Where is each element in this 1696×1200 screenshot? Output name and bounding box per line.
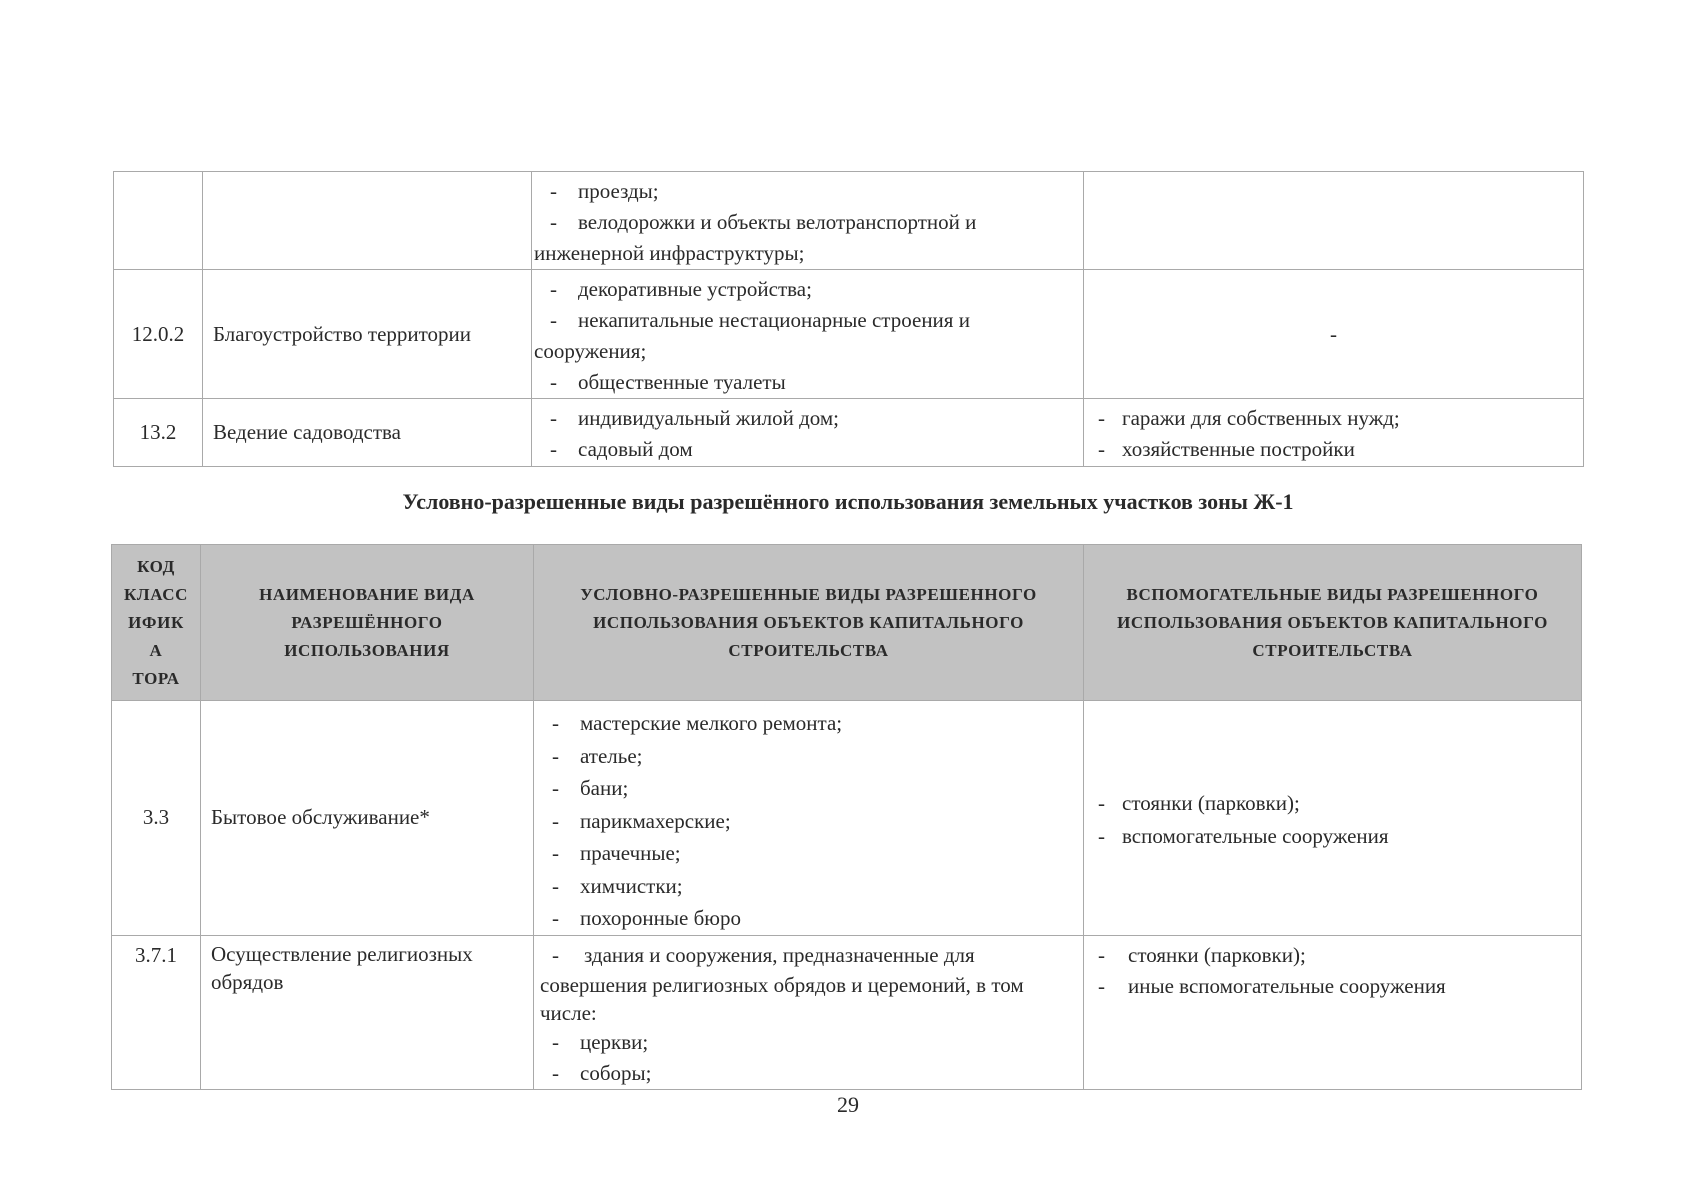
table-row: [112, 701, 1582, 936]
list-item-continued: совершения религиозных обрядов и церемоний, в том числе:: [540, 972, 1024, 1025]
list-item: - хозяйственные постройки: [1090, 434, 1577, 465]
uses-cell: [532, 172, 1084, 270]
list-item: - некапитальные нестационарные строения и: [534, 305, 1077, 336]
section-title: Условно-разрешенные виды разрешённого использования земельных участков зоны Ж-1: [402, 489, 1294, 514]
list-item: - химчистки;: [536, 870, 1077, 903]
name-cell: Осуществление религиозных обрядов: [201, 935, 534, 1089]
list-item: - гаражи для собственных нужд;: [1090, 403, 1577, 434]
list-item: - бани;: [536, 772, 1077, 805]
list-item: - велодорожки и объекты велотранспортной и: [534, 207, 1077, 238]
list-item: - здания и сооружения, предназначенные для: [536, 940, 1077, 971]
list-item: - общественные туалеты: [534, 367, 1077, 398]
list-item: - декоративные устройства;: [534, 274, 1077, 305]
header-name: НАИМЕНОВАНИЕ ВИДА РАЗРЕШЁННОГО ИСПОЛЬЗОВАНИЯ: [201, 545, 534, 701]
code-cell: [114, 172, 203, 270]
table-row: [114, 172, 1584, 270]
name-cell: Ведение садоводства: [203, 399, 532, 467]
list-item: - стоянки (парковки);: [1090, 940, 1575, 971]
header-conditional-uses: УСЛОВНО-РАЗРЕШЕННЫЕ ВИДЫ РАЗРЕШЕННОГО ИСПОЛЬЗОВАНИЯ ОБЪЕКТОВ КАПИТАЛЬНОГО СТРОИТЕЛЬСТВА: [534, 545, 1084, 701]
table-row: [112, 935, 1582, 1089]
list-item: - ателье;: [536, 740, 1077, 773]
list-item: - прачечные;: [536, 837, 1077, 870]
list-item: - иные вспомогательные сооружения: [1090, 971, 1575, 1002]
aux-cell: [1084, 701, 1582, 936]
code-cell: 3.7.1: [112, 935, 201, 1089]
name-cell: Бытовое обслуживание*: [201, 701, 534, 936]
aux-cell: [1084, 935, 1582, 1089]
uses-cell: [534, 701, 1084, 936]
list-item: - проезды;: [534, 176, 1077, 207]
table-row: [114, 270, 1584, 399]
header-auxiliary-uses: ВСПОМОГАТЕЛЬНЫЕ ВИДЫ РАЗРЕШЕННОГО ИСПОЛЬЗОВАНИЯ ОБЪЕКТОВ КАПИТАЛЬНОГО СТРОИТЕЛЬСТВА: [1084, 545, 1582, 701]
conditional-uses-table: [111, 544, 1582, 1090]
code-cell: 12.0.2: [114, 270, 203, 399]
list-item-continued: сооружения;: [534, 339, 647, 363]
name-cell: [203, 172, 532, 270]
list-item: - соборы;: [536, 1058, 1077, 1089]
uses-cell: [532, 270, 1084, 399]
code-cell: 3.3: [112, 701, 201, 936]
list-item: - стоянки (парковки);: [1090, 787, 1575, 820]
list-item-continued: инженерной инфраструктуры;: [534, 241, 805, 265]
table-header-row: [112, 545, 1582, 701]
list-item: - похоронные бюро: [536, 902, 1077, 935]
aux-cell: -: [1084, 270, 1584, 399]
list-item: - церкви;: [536, 1027, 1077, 1058]
header-code: КОД КЛАСС ИФИК А ТОРА: [112, 545, 201, 701]
uses-cell: [532, 399, 1084, 467]
list-item: - индивидуальный жилой дом;: [534, 403, 1077, 434]
list-item: - садовый дом: [534, 434, 1077, 465]
page-number: 29: [837, 1092, 859, 1117]
uses-cell: [534, 935, 1084, 1089]
aux-cell: [1084, 172, 1584, 270]
zoning-table-continued: [113, 171, 1584, 467]
aux-cell: [1084, 399, 1584, 467]
list-item: - вспомогательные сооружения: [1090, 820, 1575, 853]
name-cell: Благоустройство территории: [203, 270, 532, 399]
code-cell: 13.2: [114, 399, 203, 467]
list-item: - мастерские мелкого ремонта;: [536, 707, 1077, 740]
table-row: [114, 399, 1584, 467]
list-item: - парикмахерские;: [536, 805, 1077, 838]
